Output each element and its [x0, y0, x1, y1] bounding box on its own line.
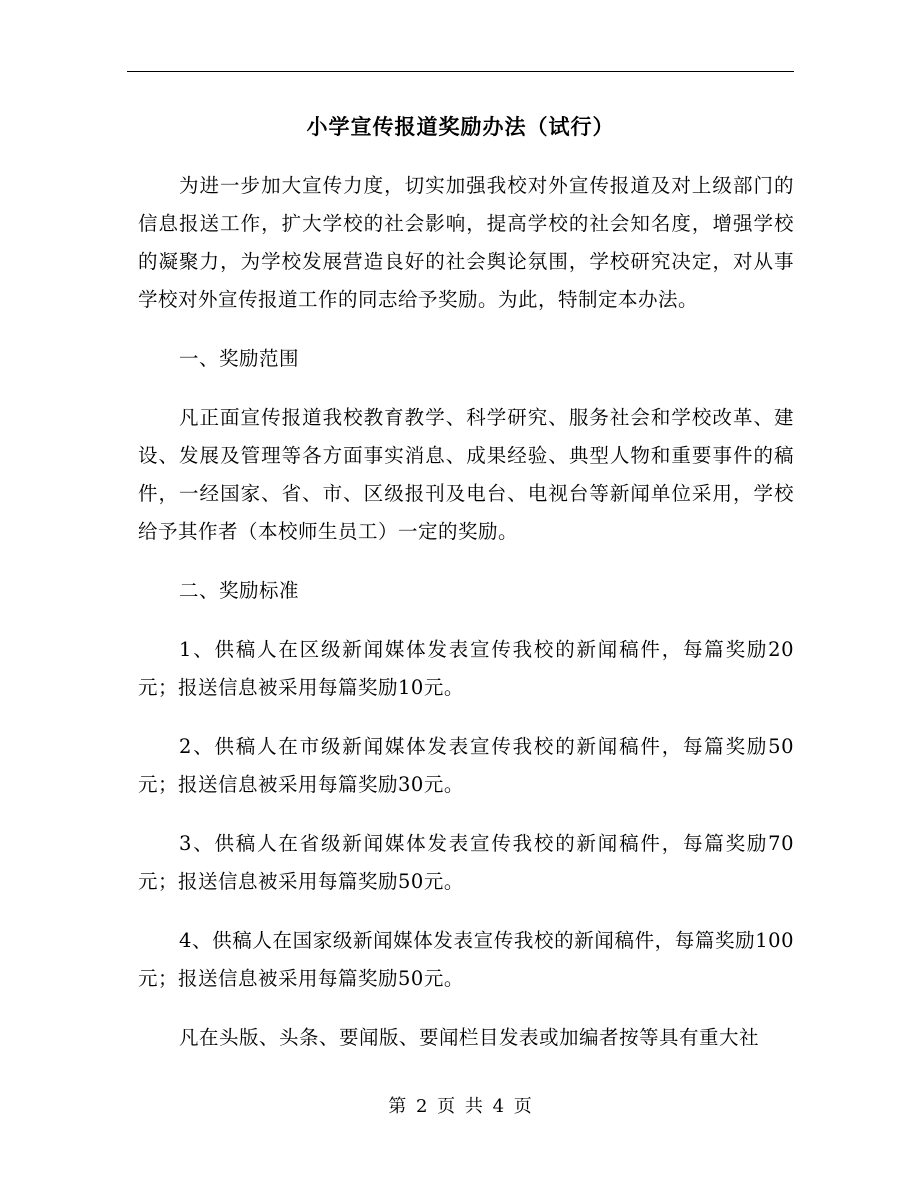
standard-item-2: 2、供稿人在市级新闻媒体发表宣传我校的新闻稿件，每篇奖励50元；报送信息被采用每篇奖励30元。: [138, 735, 794, 796]
header-rule: [127, 71, 794, 72]
page-number-footer: 第 2 页 共 4 页: [388, 1096, 532, 1117]
standard-item-4: 4、供稿人在国家级新闻媒体发表宣传我校的新闻稿件，每篇奖励100元；报送信息被采用每篇奖励50元。: [138, 929, 794, 990]
intro-paragraph: 为进一步加大宣传力度，切实加强我校对外宣传报道及对上级部门的信息报送工作，扩大学校的社会影响，提高学校的社会知名度，增强学校的凝聚力，为学校发展营造良好的社会舆论氛围，学校研究决定，对从事学校对外宣传报道工作的同志给予奖励。为此，特制定本办法。: [138, 174, 794, 311]
scope-paragraph: 凡正面宣传报道我校教育教学、科学研究、服务社会和学校改革、建设、发展及管理等各方面事实消息、成果经验、典型人物和重要事件的稿件，一经国家、省、市、区级报刊及电台、电视台等新闻单位采用，学校给予其作者（本校师生员工）一定的奖励。: [138, 406, 794, 543]
section-heading-scope: 一、奖励范围: [179, 347, 300, 370]
continuation-paragraph: 凡在头版、头条、要闻版、要闻栏目发表或加编者按等具有重大社: [179, 1026, 760, 1049]
document-title: 小学宣传报道奖励办法（试行）: [306, 115, 615, 139]
standard-item-1: 1、供稿人在区级新闻媒体发表宣传我校的新闻稿件，每篇奖励20元；报送信息被采用每篇奖励10元。: [138, 638, 794, 699]
document-body: [138, 167, 794, 1078]
standard-item-3: 3、供稿人在省级新闻媒体发表宣传我校的新闻稿件，每篇奖励70元；报送信息被采用每篇奖励50元。: [138, 832, 794, 893]
section-heading-standards: 二、奖励标准: [179, 579, 300, 602]
